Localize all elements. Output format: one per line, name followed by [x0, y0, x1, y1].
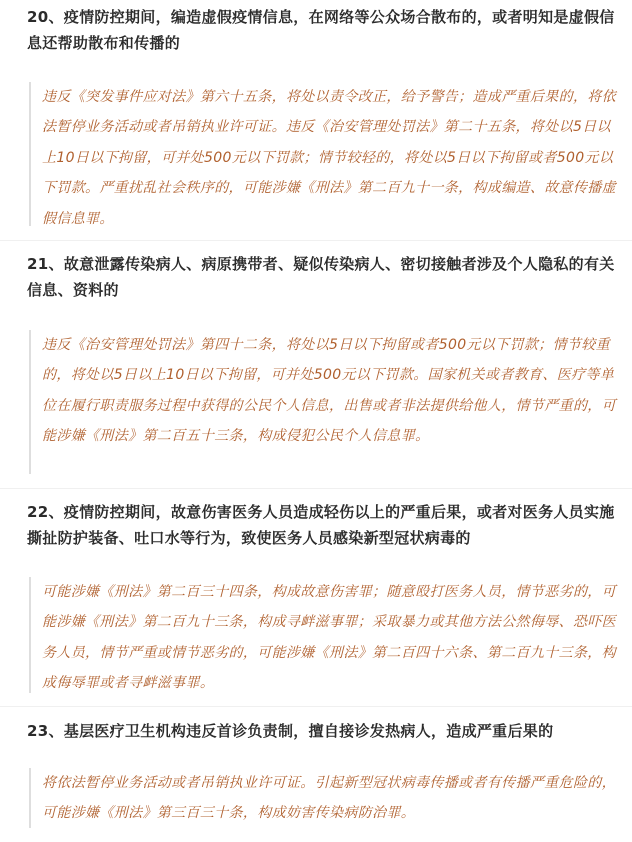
section-21-quote: 违反《治安管理处罚法》第四十二条，将处以5日以下拘留或者500元以下罚款；情节较重的，将处以5日以上10日以下拘留，可并处500元以下罚款。国家机关或者教育、医疗等单位在履行职责服务过程中获得的公民个人信息，出售或者非法提供给他人，情节严重的，可能涉嫌《刑法》第二百五十三条，构成侵犯公民个人信息罪。	[29, 330, 621, 474]
section-23-heading: 23、基层医疗卫生机构违反首诊负责制，擅自接诊发热病人，造成严重后果的	[27, 722, 554, 740]
section-20-heading: 20、疫情防控期间，编造虚假疫情信息，在网络等公众场合散布的，或者明知是虚假信息还帮助散布和传播的	[27, 8, 615, 52]
section-23-quote: 将依法暂停业务活动或者吊销执业许可证。引起新型冠状病毒传播或者有传播严重危险的，可能涉嫌《刑法》第三百三十条，构成妨害传染病防治罪。	[29, 768, 621, 828]
section-divider	[0, 706, 632, 707]
section-divider	[0, 488, 632, 489]
section-22-quote: 可能涉嫌《刑法》第二百三十四条，构成故意伤害罪；随意殴打医务人员，情节恶劣的，可能涉嫌《刑法》第二百九十三条，构成寻衅滋事罪；采取暴力或其他方法公然侮辱、恐吓医务人员，情节严重或情节恶劣的，可能涉嫌《刑法》第二百四十六条、第二百九十三条，构成侮辱罪或者寻衅滋事罪。	[29, 577, 621, 693]
section-22-heading: 22、疫情防控期间，故意伤害医务人员造成轻伤以上的严重后果，或者对医务人员实施撕扯防护装备、吐口水等行为，致使医务人员感染新型冠状病毒的	[27, 503, 615, 547]
section-20-quote: 违反《突发事件应对法》第六十五条，将处以责令改正，给予警告；造成严重后果的，将依法暂停业务活动或者吊销执业许可证。违反《治安管理处罚法》第二十五条，将处以5日以上10日以下拘留，可并处500元以下罚款；情节较轻的，将处以5日以下拘留或者500元以下罚款。严重扰乱社会秩序的，可能涉嫌《刑法》第二百九十一条，构成编造、故意传播虚假信息罪。	[29, 82, 621, 226]
section-divider	[0, 240, 632, 241]
section-21-heading: 21、故意泄露传染病人、病原携带者、疑似传染病人、密切接触者涉及个人隐私的有关信息、资料的	[27, 255, 615, 299]
